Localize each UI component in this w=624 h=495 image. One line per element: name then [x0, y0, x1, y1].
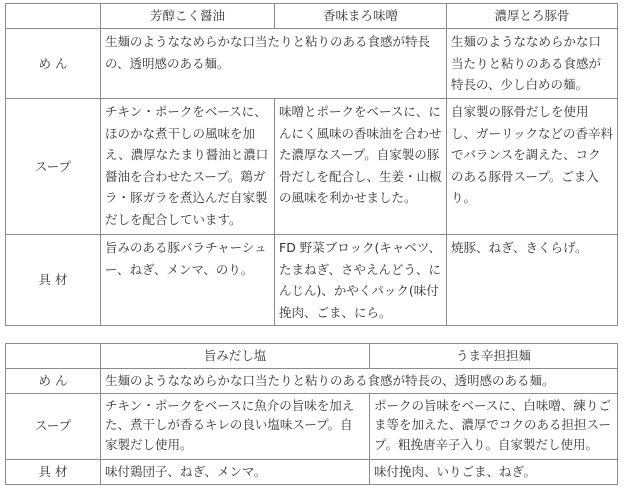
row-label-soup: スープ	[6, 393, 101, 459]
noodles-cell-tonkotsu: 生麺のようななめらかな口当たりと粘りのある食感が特長の、少し白めの麺。	[447, 29, 618, 99]
toppings-cell-shoyu: 旨みのある豚バラチャーシュー、ねぎ、メンマ、のり。	[101, 235, 275, 326]
table-row-noodles	[6, 29, 618, 99]
header-shio: 旨みだし塩	[101, 344, 370, 369]
header-tantanmen: うま辛担担麺	[370, 344, 618, 369]
header-corner-cell	[6, 344, 101, 369]
row-label-toppings: 具 材	[6, 235, 101, 326]
table-row-noodles	[6, 368, 618, 393]
header-miso: 香味まろ味噌	[275, 4, 447, 29]
table-row-soup	[6, 99, 618, 235]
header-tonkotsu: 濃厚とろ豚骨	[447, 4, 618, 29]
soup-cell-miso: 味噌とポークをベースに、にんにく風味の香味油を合わせた濃厚なスープ。自家製の豚骨だしを配合し、生姜・山椒の風味を利かせました。	[275, 99, 447, 235]
ramen-comparison-table-1	[5, 3, 618, 326]
row-label-noodles: め ん	[6, 368, 101, 393]
soup-cell-tantanmen: ポークの旨味をベースに、白味噌、練りごま等を加えた、濃厚でコクのある担担スープ。粗挽唐辛子入り。自家製だし使用。	[370, 393, 618, 459]
soup-cell-tonkotsu: 自家製の豚骨だしを使用し、ガーリックなどの香辛料でバランスを調えた、コクのある豚骨スープ。ごま入り。	[447, 99, 618, 235]
noodles-cell-merged: 生麺のようななめらかな口当たりと粘りのある食感が特長の、透明感のある麺。	[101, 368, 618, 393]
toppings-cell-shio: 味付鶏団子、ねぎ、メンマ。	[101, 459, 370, 484]
table-row-toppings	[6, 235, 618, 326]
table-header-row	[6, 4, 618, 29]
table-row-toppings	[6, 459, 618, 484]
noodles-cell-merged: 生麺のようななめらかな口当たりと粘りのある食感が特長の、透明感のある麺。	[101, 29, 447, 99]
soup-cell-shoyu: チキン・ポークをベースに、ほのかな煮干しの風味を加え、濃厚なたまり醤油と濃口醤油を合わせたスープ。鶏ガラ・豚ガラを煮込んだ自家製だしを配合しています。	[101, 99, 275, 235]
row-label-toppings: 具 材	[6, 459, 101, 484]
table-header-row	[6, 344, 618, 369]
row-label-noodles: め ん	[6, 29, 101, 99]
header-shoyu: 芳醇こく醤油	[101, 4, 275, 29]
toppings-cell-tantanmen: 味付挽肉、いりごま、ねぎ。	[370, 459, 618, 484]
toppings-cell-tonkotsu: 焼豚、ねぎ、きくらげ。	[447, 235, 618, 326]
header-corner-cell	[6, 4, 101, 29]
ramen-comparison-table-2	[5, 343, 618, 485]
row-label-soup: スープ	[6, 99, 101, 235]
toppings-cell-miso: FD 野菜ブロック(キャベツ、たまねぎ、さやえんどう、にんじん)、かやくパック(味付挽肉、ごま、にら。	[275, 235, 447, 326]
table-row-soup	[6, 393, 618, 459]
soup-cell-shio: チキン・ポークをベースに魚介の旨味を加えた、煮干しが香るキレの良い塩味スープ。自家製だし使用。	[101, 393, 370, 459]
